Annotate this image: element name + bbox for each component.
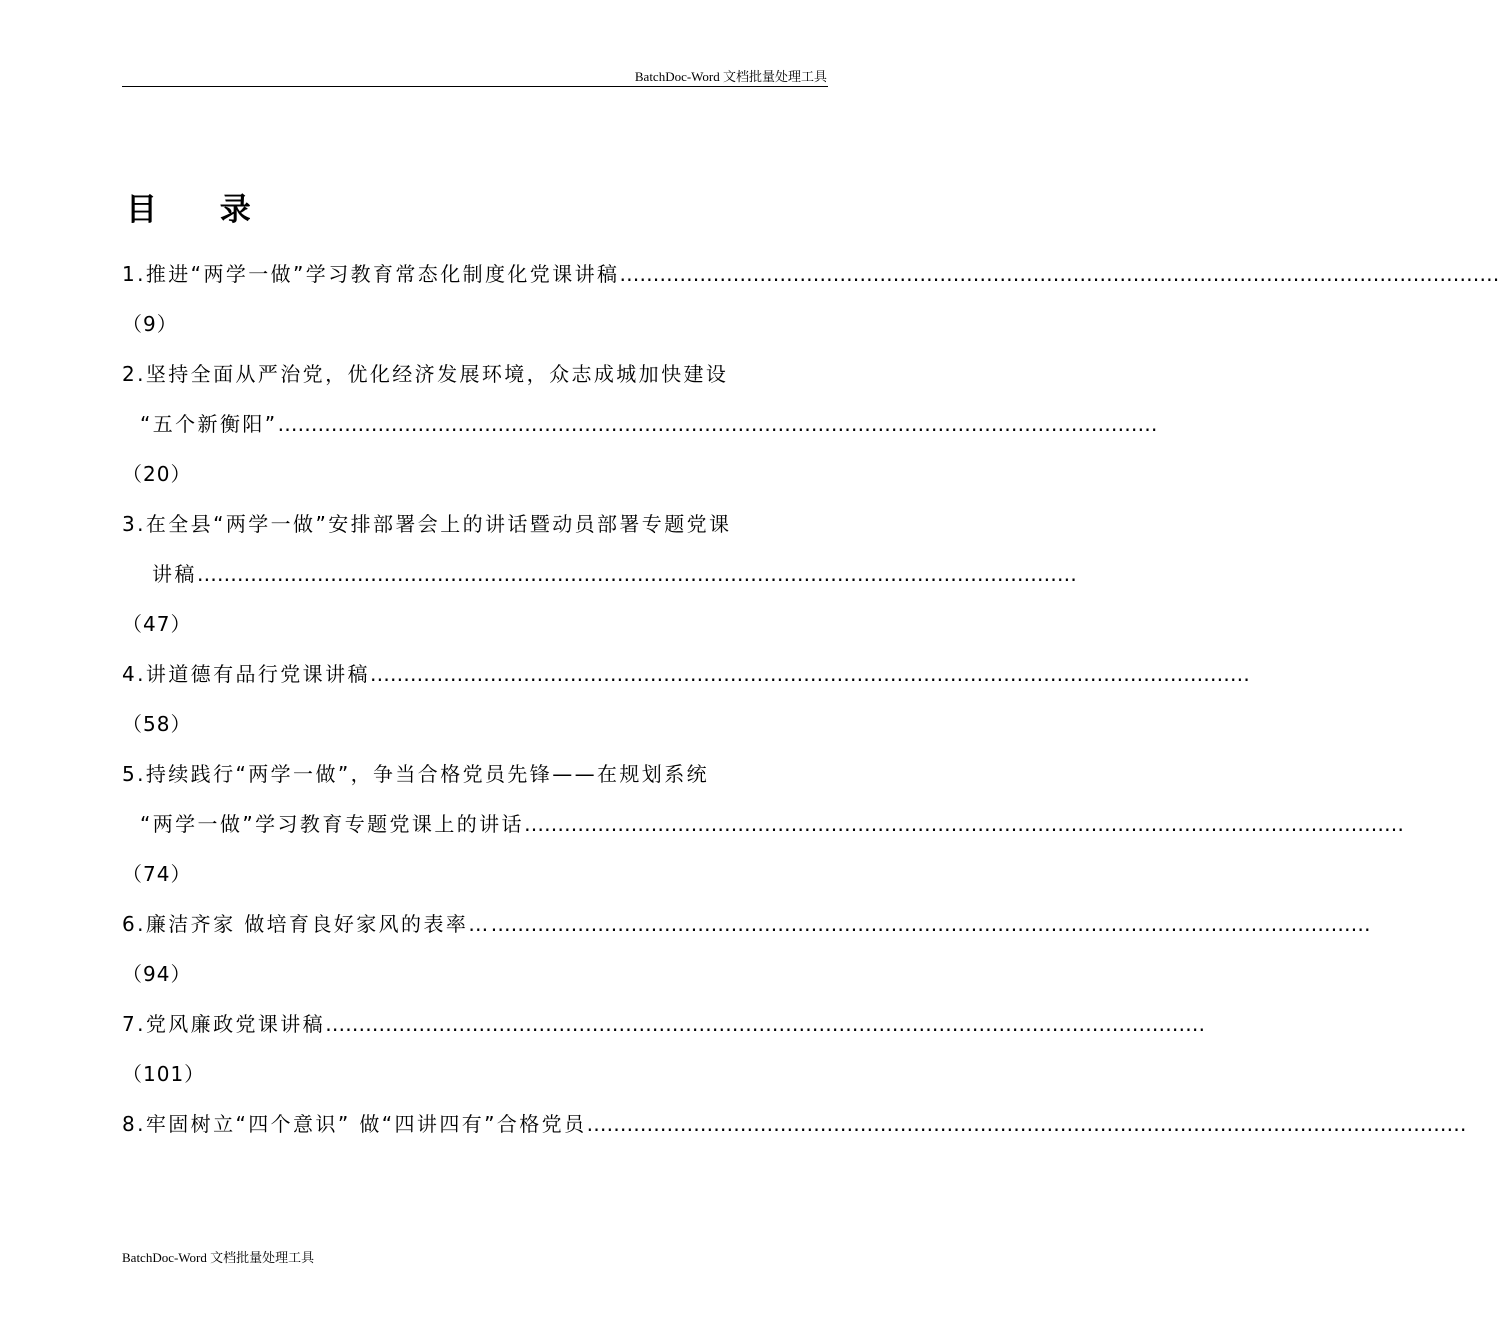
toc-entry-1-title: 1.推进“两学一做”学习教育常态化制度化党课讲稿	[122, 262, 620, 286]
toc-entry-4[interactable]	[122, 649, 1250, 699]
toc-title: 目 录	[126, 192, 277, 228]
toc-entry-2-cont[interactable]	[122, 399, 1158, 449]
page-header-text: BatchDoc-Word 文档批量处理工具	[634, 69, 827, 84]
page-footer-text: BatchDoc-Word 文档批量处理工具	[122, 1250, 315, 1265]
toc-entry-5-title-line2: “两学一做”学习教育专题党课上的讲话	[140, 812, 524, 836]
toc-entry-3-page: （47）	[122, 612, 192, 636]
toc-entry-6-title: 6.廉洁齐家 做培育良好家风的表率…	[122, 912, 491, 936]
toc-entry-1[interactable]	[122, 249, 1499, 299]
toc-entry-2-page: （20）	[122, 462, 192, 486]
toc-entry-1-page: （9）	[122, 312, 178, 336]
toc-entry-5-page: （74）	[122, 862, 192, 886]
toc-entry-4-page: （58）	[122, 712, 192, 736]
toc-leader-dots: ……………………………………………………………………………………………………………………	[586, 1112, 1467, 1136]
toc-entry-5-cont[interactable]	[122, 799, 1404, 849]
toc-entry-4-title: 4.讲道德有品行党课讲稿	[122, 662, 370, 686]
header-rule	[122, 86, 828, 87]
toc-entry-2[interactable]	[122, 349, 828, 399]
toc-entry-2-title-line1: 2.坚持全面从严治党，优化经济发展环境，众志成城加快建设	[122, 362, 729, 386]
toc-entry-7-title: 7.党风廉政党课讲稿	[122, 1012, 326, 1036]
toc-list	[122, 249, 1499, 1149]
toc-entry-6[interactable]	[122, 899, 1371, 949]
toc-leader-dots: ……………………………………………………………………………………………………………………	[369, 662, 1250, 686]
toc-entry-3-title-line2: 讲稿	[152, 562, 197, 586]
toc-entry-7-page: （101）	[122, 1062, 206, 1086]
toc-entry-7[interactable]	[122, 999, 1206, 1049]
toc-entry-2-title-line2: “五个新衡阳”	[140, 412, 278, 436]
toc-entry-3-cont[interactable]	[122, 549, 1077, 599]
toc-entry-5-title-line1: 5.持续践行“两学一做”，争当合格党员先锋——在规划系统	[122, 762, 710, 786]
toc-entry-3-title-line1: 3.在全县“两学一做”安排部署会上的讲话暨动员部署专题党课	[122, 512, 732, 536]
toc-leader-dots: ……………………………………………………………………………………………………………………	[196, 562, 1077, 586]
toc-entry-8-title: 8.牢固树立“四个意识” 做“四讲四有”合格党员	[122, 1112, 587, 1136]
toc-entry-5[interactable]	[122, 749, 828, 799]
toc-entry-8[interactable]	[122, 1099, 1467, 1149]
toc-leader-dots: ……………………………………………………………………………………………………………………	[523, 812, 1404, 836]
toc-leader-dots: ……………………………………………………………………………………………………………………	[277, 412, 1158, 436]
toc-leader-dots: ……………………………………………………………………………………………………………………	[619, 262, 1499, 286]
toc-leader-dots: ……………………………………………………………………………………………………………………	[490, 912, 1371, 936]
toc-entry-6-page: （94）	[122, 962, 192, 986]
toc-entry-3[interactable]	[122, 499, 828, 549]
toc-leader-dots: ……………………………………………………………………………………………………………………	[325, 1012, 1206, 1036]
